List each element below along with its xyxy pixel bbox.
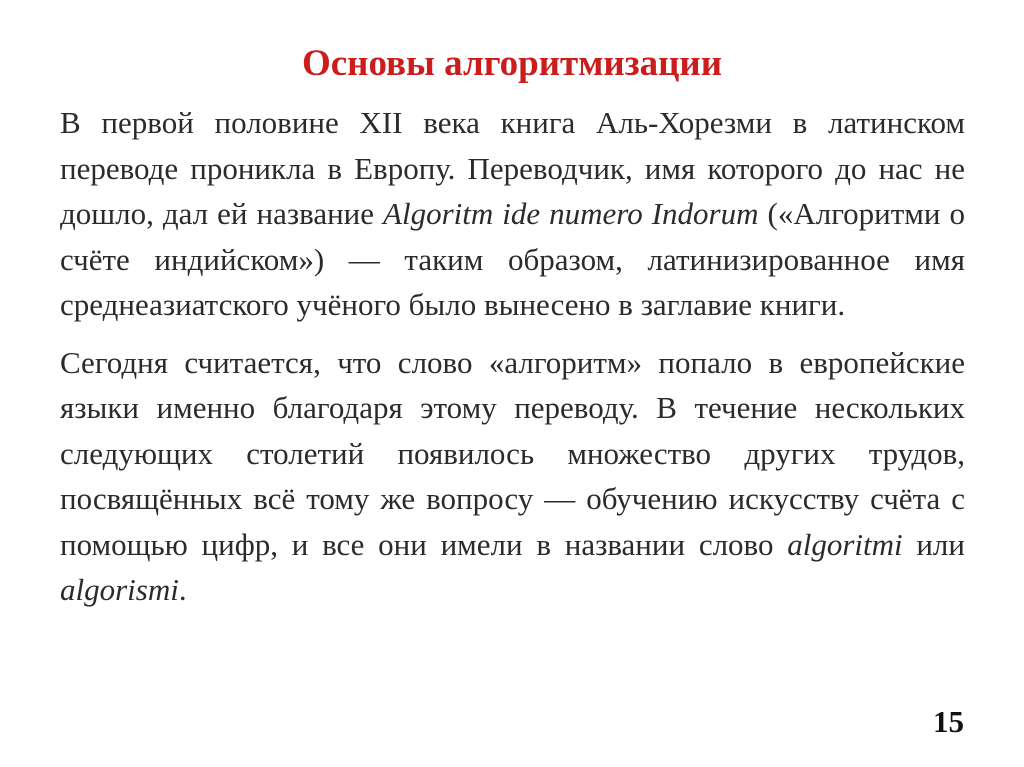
paragraph-1-book-title: Algoritm ide numero Indorum (383, 196, 759, 231)
paragraph-1 (60, 100, 965, 328)
paragraph-2-term-algorismi: algorismi (60, 572, 179, 607)
paragraph-2-text-a: Сегодня считается, что слово «алгоритм» попало в европейские языки именно благодаря этому переводу. В течение нескольких следующих столетий появилось множество других трудов, посвящённых всё тому же вопросу — обучению искусству счёта с помощью цифр, и все они имели в названии слово (60, 344, 965, 562)
page-number: 15 (933, 704, 964, 739)
paragraph-1-text-b: («Алгоритми о счёте индийском») — таким образом, латинизированное имя среднеазиатского учёного было вынесено в заглавие книги. (60, 196, 966, 322)
slide-title: Основы алгоритмизации (301, 43, 723, 84)
paragraph-2-text-c: . (178, 572, 187, 607)
paragraph-2-term-algoritmi: algoritmi (787, 526, 903, 562)
paragraph-2 (60, 340, 965, 613)
slide-body (60, 100, 965, 613)
paragraph-2-text-b: или (902, 526, 965, 562)
paragraph-1-text-a: В первой половине XII века книга Аль-Хорезми в латинском переводе проникла в Европу. Переводчик, имя которого до нас не дошло, дал ей название (60, 105, 965, 231)
